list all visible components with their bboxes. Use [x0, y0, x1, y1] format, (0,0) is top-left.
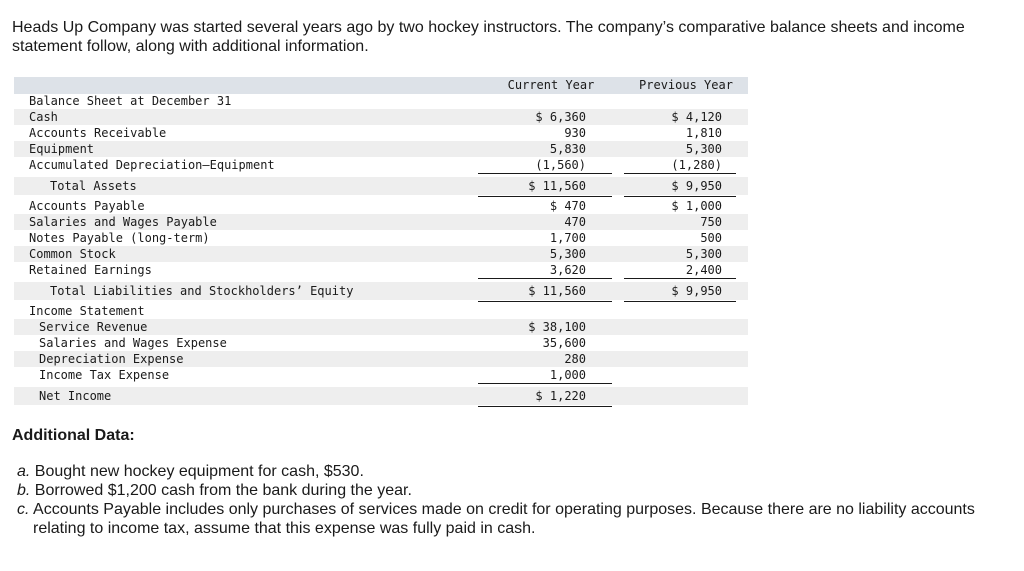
table-row [14, 198, 748, 214]
current-value: 470 [564, 215, 586, 229]
current-value: 280 [564, 352, 586, 366]
balance-sheet-title-row [14, 93, 748, 109]
additional-data-heading: Additional Data: [12, 427, 135, 444]
list-item [17, 500, 1007, 538]
additional-data-list [17, 462, 1007, 538]
row-label: Retained Earnings [29, 263, 152, 277]
row-label: Equipment [29, 142, 95, 156]
current-value: $ 38,100 [528, 320, 586, 334]
col-previous-year: Previous Year [639, 78, 733, 92]
divider [478, 383, 612, 384]
table-row [14, 109, 748, 125]
current-value: $ 1,220 [535, 389, 586, 403]
balance-sheet-title: Balance Sheet at December 31 [29, 94, 232, 108]
item-letter: b. [17, 482, 31, 499]
current-value: $ 11,560 [528, 284, 586, 298]
row-label: Notes Payable (long-term) [29, 231, 210, 245]
total-assets-row [14, 177, 748, 195]
current-value: $ 11,560 [528, 179, 586, 193]
divider [624, 196, 736, 197]
table-row [14, 125, 748, 141]
table-row [14, 262, 748, 278]
row-label: Cash [29, 110, 58, 124]
divider [478, 196, 612, 197]
table-row [14, 157, 748, 173]
current-value: 3,620 [549, 263, 586, 277]
divider [624, 173, 736, 174]
current-value: 930 [564, 126, 586, 140]
list-item [17, 462, 1007, 481]
row-label: Salaries and Wages Expense [39, 336, 227, 350]
item-text: Borrowed $1,200 cash from the bank during the year. [30, 482, 412, 499]
divider [624, 301, 736, 302]
previous-value: 500 [700, 231, 722, 245]
item-letter: c. [17, 501, 30, 518]
previous-value: 2,400 [685, 263, 722, 277]
previous-value: 750 [700, 215, 722, 229]
item-text: Accounts Payable includes only purchases of services made on credit for operating purposes. Because there are no liability accounts relating to income tax, assume that this expense was fully paid in cash. [29, 501, 975, 537]
previous-value: $ 9,950 [671, 284, 722, 298]
previous-value: 1,810 [685, 126, 722, 140]
table-row [14, 230, 748, 246]
item-text: Bought new hockey equipment for cash, $530. [30, 463, 364, 480]
previous-value: $ 4,120 [671, 110, 722, 124]
row-label: Accounts Payable [29, 199, 145, 213]
current-value: 1,700 [549, 231, 586, 245]
current-value: $ 470 [549, 199, 586, 213]
current-value: (1,560) [535, 158, 586, 172]
row-label: Accumulated Depreciation—Equipment [29, 158, 275, 172]
item-letter: a. [17, 463, 31, 480]
table-header-row [14, 77, 748, 94]
previous-value: (1,280) [671, 158, 722, 172]
row-label: Income Tax Expense [39, 368, 170, 382]
divider [478, 173, 612, 174]
table-row [14, 367, 748, 383]
intro-paragraph: Heads Up Company was started several years ago by two hockey instructors. The company’s comparative balance sheets and income statement follow, along with additional information. [12, 19, 965, 55]
income-statement-title-row [14, 303, 748, 319]
row-label: Depreciation Expense [39, 352, 184, 366]
row-label: Service Revenue [39, 320, 148, 334]
previous-value: $ 9,950 [671, 179, 722, 193]
table-row [14, 351, 748, 367]
table-row [14, 335, 748, 351]
row-label: Total Liabilities and Stockholders’ Equity [50, 284, 354, 298]
divider [478, 406, 612, 407]
current-value: 5,830 [549, 142, 586, 156]
net-income-row [14, 387, 748, 405]
row-label: Salaries and Wages Payable [29, 215, 217, 229]
income-statement-title: Income Statement [29, 304, 145, 318]
divider [478, 278, 612, 279]
divider [624, 278, 736, 279]
col-current-year: Current Year [507, 78, 595, 92]
row-label: Accounts Receivable [29, 126, 167, 140]
row-label: Total Assets [50, 179, 137, 193]
current-value: $ 6,360 [535, 110, 586, 124]
previous-value: $ 1,000 [671, 199, 722, 213]
current-value: 35,600 [542, 336, 586, 350]
previous-value: 5,300 [685, 247, 722, 261]
total-liabilities-row [14, 282, 748, 300]
table-row [14, 246, 748, 262]
divider [478, 301, 612, 302]
list-item [17, 481, 1007, 500]
row-label: Net Income [39, 389, 112, 403]
previous-value: 5,300 [685, 142, 722, 156]
table-row [14, 141, 748, 157]
table-row [14, 214, 748, 230]
current-value: 1,000 [549, 368, 586, 382]
current-value: 5,300 [549, 247, 586, 261]
table-row [14, 319, 748, 335]
row-label: Common Stock [29, 247, 116, 261]
